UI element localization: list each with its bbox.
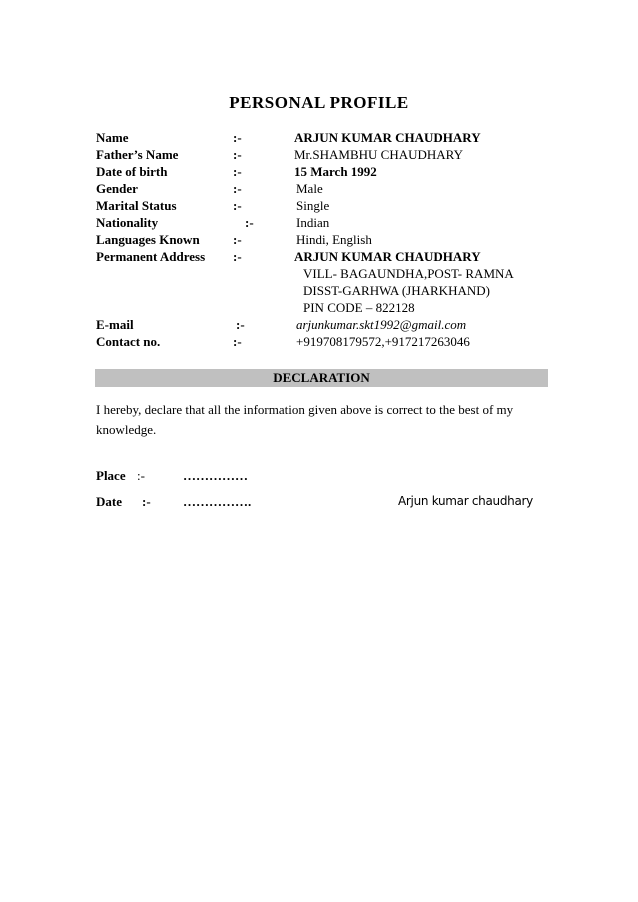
place-label: Place: [96, 468, 126, 483]
address-label: Permanent Address: [96, 249, 206, 264]
father-value: Mr.SHAMBHU CHAUDHARY: [294, 147, 464, 162]
dob-colon: :-: [233, 164, 242, 179]
profile-row-languages: [0, 231, 638, 248]
profile-row-email: [0, 316, 638, 333]
address-name: ARJUN KUMAR CHAUDHARY: [294, 249, 481, 264]
profile-row-name: [0, 129, 638, 146]
page-title: PERSONAL PROFILE: [229, 93, 409, 112]
address-line-3: PIN CODE – 822128: [303, 300, 415, 315]
date-label: Date: [96, 494, 122, 509]
date-colon: :-: [142, 494, 151, 509]
nationality-colon: :-: [245, 215, 254, 230]
father-label: Father’s Name: [96, 147, 179, 162]
place-colon: :-: [137, 468, 145, 483]
profile-row-gender: [0, 180, 638, 197]
name-label: Name: [96, 130, 129, 145]
dob-label: Date of birth: [96, 164, 168, 179]
gender-value: Male: [296, 181, 323, 196]
languages-colon: :-: [233, 232, 242, 247]
contact-colon: :-: [233, 334, 242, 349]
email-colon: :-: [236, 317, 245, 332]
name-colon: :-: [233, 130, 242, 145]
father-colon: :-: [233, 147, 242, 162]
contact-label: Contact no.: [96, 334, 161, 349]
marital-value: Single: [296, 198, 330, 213]
profile-row-address: [0, 248, 638, 265]
email-label: E-mail: [96, 317, 134, 332]
name-value: ARJUN KUMAR CHAUDHARY: [294, 130, 481, 145]
nationality-label: Nationality: [96, 215, 159, 230]
email-value: arjunkumar.skt1992@gmail.com: [296, 317, 467, 332]
profile-row-nationality: [0, 214, 638, 231]
address-line-1: VILL- BAGAUNDHA,POST- RAMNA: [303, 266, 514, 281]
profile-row-contact: [0, 333, 638, 350]
contact-value: +919708179572,+917217263046: [296, 334, 470, 349]
gender-label: Gender: [96, 181, 138, 196]
nationality-value: Indian: [296, 215, 330, 230]
profile-row-marital: [0, 197, 638, 214]
dob-value: 15 March 1992: [294, 164, 377, 179]
address-colon: :-: [233, 249, 242, 264]
address-line-2: DISST-GARHWA (JHARKHAND): [303, 283, 490, 298]
date-dots: …………….: [183, 494, 252, 509]
gender-colon: :-: [233, 181, 242, 196]
languages-label: Languages Known: [96, 232, 200, 247]
declaration-title: DECLARATION: [273, 370, 370, 385]
marital-label: Marital Status: [96, 198, 177, 213]
profile-row-father: [0, 146, 638, 163]
marital-colon: :-: [233, 198, 242, 213]
declaration-text: I hereby, declare that all the information given above is correct to the best of my knowledge.: [96, 402, 514, 437]
declaration-header-bar: [95, 369, 548, 387]
place-dots: ……………: [183, 468, 248, 483]
profile-row-dob: [0, 163, 638, 180]
languages-value: Hindi, English: [296, 232, 372, 247]
signature-name: Arjun kumar chaudhary: [398, 494, 533, 508]
